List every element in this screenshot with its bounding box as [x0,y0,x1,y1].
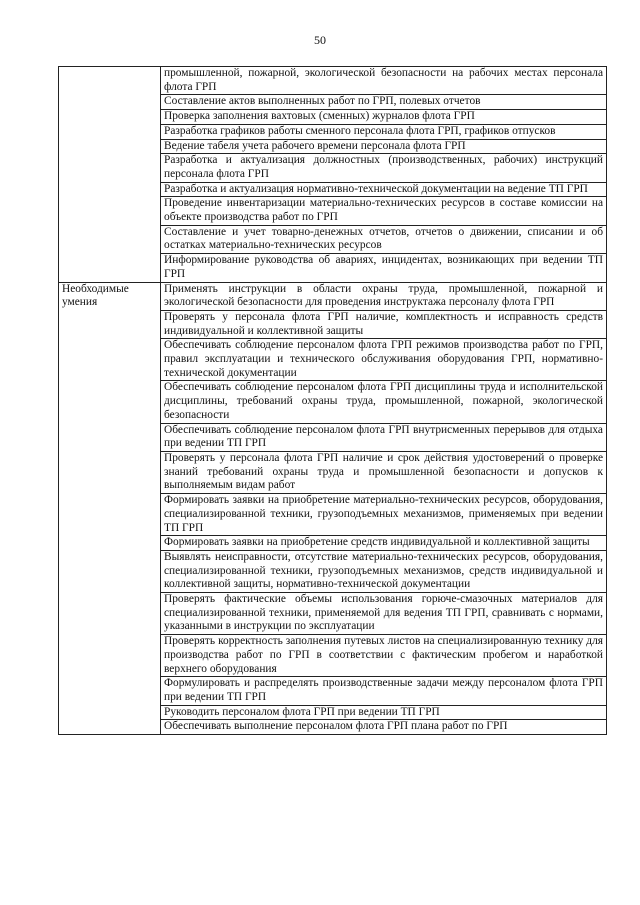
requirement-text: Руководить персоналом флота ГРП при ведении ТП ГРП [161,705,607,720]
requirement-text: Формировать заявки на приобретение материально-технических ресурсов, оборудования, специализированной техники, грузоподъемных механизмов, применяемых при ведении ТП ГРП [161,494,607,536]
section-label: Необходимые умения [59,282,161,735]
requirement-text: Составление актов выполненных работ по ГРП, полевых отчетов [161,95,607,110]
requirement-text: Проверять у персонала флота ГРП наличие, комплектность и исправность средств индивидуальной и коллективной защиты [161,310,607,338]
requirement-text: Обеспечивать соблюдение персоналом флота ГРП дисциплины труда и исполнительской дисциплины, требований охраны труда, промышленной, пожарной, экологической безопасности [161,381,607,423]
requirements-table [58,66,607,735]
requirement-text: Обеспечивать соблюдение персоналом флота ГРП режимов производства работ по ГРП, правил эксплуатации и технического обслуживания оборудования ГРП, нормативно-технической документации [161,339,607,381]
requirements-table-body [59,67,607,735]
requirement-text: Обеспечивать соблюдение персоналом флота ГРП внутрисменных перерывов для отдыха при ведении ТП ГРП [161,423,607,451]
requirement-text: Ведение табеля учета рабочего времени персонала флота ГРП [161,139,607,154]
requirement-text: Разработка и актуализация должностных (производственных, рабочих) инструкций персонала флота ГРП [161,154,607,182]
requirement-text: Проведение инвентаризации материально-технических ресурсов в составе комиссии на объекте производства работ по ГРП [161,197,607,225]
requirement-text: Разработка и актуализация нормативно-технической документации на ведение ТП ГРП [161,182,607,197]
section-label [59,67,161,283]
requirement-text: Формулировать и распределять производственные задачи между персоналом флота ГРП при ведении ТП ГРП [161,677,607,705]
requirement-text: Разработка графиков работы сменного персонала флота ГРП, графиков отпусков [161,124,607,139]
requirement-text: Обеспечивать выполнение персоналом флота ГРП плана работ по ГРП [161,720,607,735]
requirement-text: промышленной, пожарной, экологической безопасности на рабочих местах персонала флота ГРП [161,67,607,95]
requirement-text: Информирование руководства об авариях, инцидентах, возникающих при ведении ТП ГРП [161,254,607,282]
requirement-text: Формировать заявки на приобретение средств индивидуальной и коллективной защиты [161,536,607,551]
table-row [59,67,607,95]
requirement-text: Проверять корректность заполнения путевых листов на специализированную технику для производства работ по ГРП в соответствии с фактическим пробегом и наработкой верхнего оборудования [161,635,607,677]
requirement-text: Составление и учет товарно-денежных отчетов, отчетов о движении, списании и об остатках материально-технических ресурсов [161,225,607,253]
requirement-text: Выявлять неисправности, отсутствие материально-технических ресурсов, оборудования, специализированной техники, грузоподъемных механизмов, средств индивидуальной и коллективной защиты, нормативно-технической документации [161,550,607,592]
requirement-text: Проверять фактические объемы использования горюче-смазочных материалов для специализированной техники, применяемой для ведения ТП ГРП, сравнивать с нормами, указанными в инструкции по эксплуатации [161,593,607,635]
table-row [59,282,607,310]
requirement-text: Применять инструкции в области охраны труда, промышленной, пожарной и экологической безопасности для проведения инструктажа персоналу флота ГРП [161,282,607,310]
requirement-text: Проверять у персонала флота ГРП наличие и срок действия удостоверений о проверке знаний требований охраны труда и промышленной безопасности и допусков к выполняемым видам работ [161,451,607,493]
page-number: 50 [314,33,326,47]
requirement-text: Проверка заполнения вахтовых (сменных) журналов флота ГРП [161,110,607,125]
